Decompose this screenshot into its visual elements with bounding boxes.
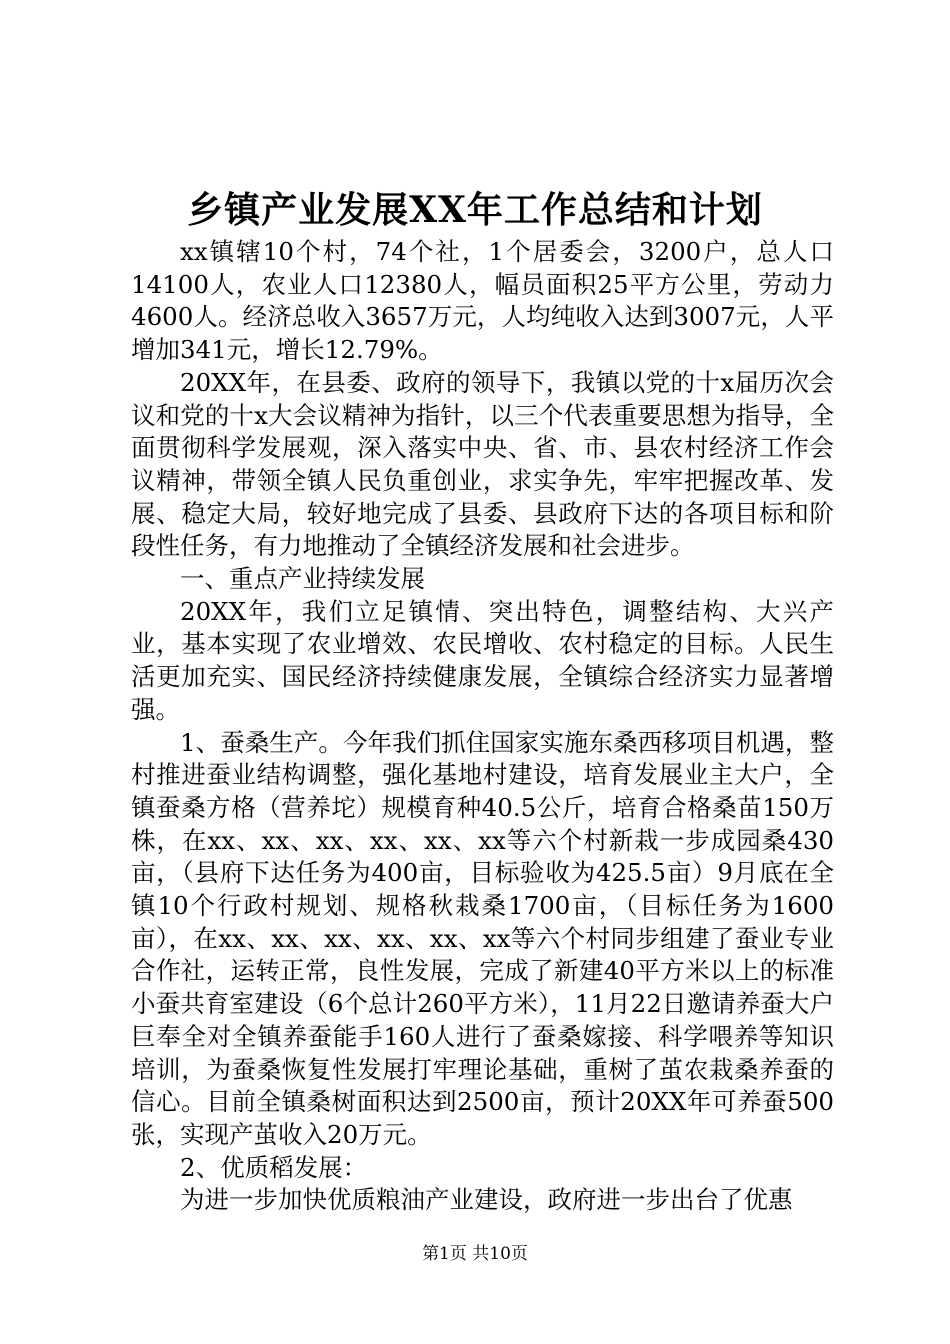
paragraph-quality-rice: 为进一步加快优质粮油产业建设，政府进一步出台了优惠: [180, 1185, 793, 1215]
paragraph-overview: xx镇辖10个村，74个社，1个居委会，3200户，总人口14100人，农业人口12380人，幅员面积25平方公里，劳动力4600人。经济总收入3657万元，人均纯收入达到3007元，人平增加341元，增长12.79%。: [131, 237, 834, 365]
section-heading-key-industries: 一、重点产业持续发展: [180, 564, 425, 594]
document-body: [131, 236, 834, 1217]
paragraph-sericulture: 1、蚕桑生产。今年我们抓住国家实施东桑西移项目机遇，整村推进蚕业结构调整，强化基地村建设，培育发展业主大户，全镇蚕桑方格（营养坨）规模育种40.5公斤，培育合格桑苗150万株，在xx、xx、xx、xx、xx、xx等六个村新栽一步成园桑430亩，（县府下达任务为400亩，目标验收为425.5亩）9月底在全镇10个行政村规划、规格秋栽桑1700亩，（目标任务为1600亩），在xx、xx、xx、xx、xx、xx等六个村同步组建了蚕业专业合作社，运转正常，良性发展，完成了新建40平方米以上的标准小蚕共育室建设（6个总计260平方米），11月22日邀请养蚕大户巨奉全对全镇养蚕能手160人进行了蚕桑嫁接、科学喂养等知识培训，为蚕桑恢复性发展打牢理论基础，重树了茧农栽桑养蚕的信心。目前全镇桑树面积达到2500亩，预计20XX年可养蚕500张，实现产茧收入20万元。: [131, 727, 834, 1149]
paragraph-summary: 20XX年，在县委、政府的领导下，我镇以党的十x届历次会议和党的十x大会议精神为指针，以三个代表重要思想为指导，全面贯彻科学发展观，深入落实中央、省、市、县农村经济工作会议精神，带领全镇人民负重创业，求实争先，牢牢把握改革、发展、稳定大局，较好地完成了县委、县政府下达的各项目标和阶段性任务，有力地推动了全镇经济发展和社会进步。: [131, 367, 834, 561]
subheading-quality-rice: 2、优质稻发展：: [180, 1152, 368, 1182]
document-title: 乡镇产业发展XX年工作总结和计划: [187, 189, 763, 231]
paragraph-industry-development: 20XX年，我们立足镇情、突出特色，调整结构、大兴产业，基本实现了农业增效、农民增收、农村稳定的目标。人民生活更加充实、国民经济持续健康发展，全镇综合经济实力显著增强。: [131, 596, 834, 724]
page-number-footer: 第1页 共10页: [422, 1244, 528, 1264]
